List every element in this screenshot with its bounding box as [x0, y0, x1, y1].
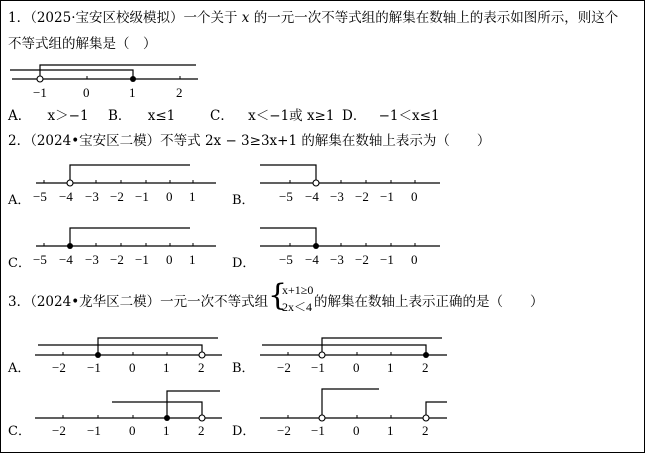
q3-c-tick: 1: [163, 423, 170, 438]
q3-c-tick: −2: [52, 423, 66, 438]
option-label: A．: [8, 108, 32, 124]
q3-system-line1: x+1≥0: [282, 283, 314, 297]
q2-option-b[interactable]: B．: [232, 193, 255, 208]
q3-system-line2: 2x＜4: [282, 300, 313, 314]
q2-b-tick: −1: [380, 189, 394, 204]
q3-option-c[interactable]: C．: [8, 424, 31, 439]
q3-option-d[interactable]: D．: [232, 424, 256, 439]
q2-a-tick: −5: [33, 189, 47, 204]
q3-a-tick: 2: [198, 360, 205, 375]
q3-d-tick: −1: [311, 423, 325, 438]
q3-option-a[interactable]: A．: [8, 361, 31, 376]
q2-b-tick: −3: [330, 189, 344, 204]
q2-c-tick: 0: [166, 252, 173, 267]
q2-d-tick: −3: [330, 252, 344, 267]
q2-b-tick: −2: [355, 189, 369, 204]
q2-d-tick: −1: [380, 252, 394, 267]
q3-option-b[interactable]: B．: [232, 361, 255, 376]
q2-a-tick: 0: [166, 189, 173, 204]
q1-var: x: [241, 10, 250, 26]
q3-b-tick: 2: [422, 360, 429, 375]
q3-c-tick: 2: [198, 423, 205, 438]
q2-b-tick: −5: [279, 189, 293, 204]
q1-tick-label: 0: [83, 85, 90, 100]
q2-a-tick: −4: [59, 189, 73, 204]
q2-a-tick: −2: [110, 189, 124, 204]
option-label: B．: [108, 108, 132, 124]
q2-c-tick: −2: [110, 252, 124, 267]
option-text: x≤1: [147, 108, 176, 124]
q2-d-tick: 0: [411, 252, 418, 267]
q3-line-b: [260, 338, 447, 375]
q2-a-tick: 1: [189, 189, 196, 204]
q2-a-tick: −3: [85, 189, 99, 204]
q2-option-c[interactable]: C．: [8, 256, 31, 271]
q3-c-tick: −1: [87, 423, 101, 438]
q2-b-tick: 0: [411, 189, 418, 204]
q3-stem-prefix: 3．（2024•龙华区二模）一元一次不等式组: [8, 294, 269, 310]
option-text: −1＜x≤1: [378, 108, 440, 124]
q2-option-a[interactable]: A．: [8, 193, 31, 208]
q2-d-tick: −5: [279, 252, 293, 267]
q2-c-tick: −1: [135, 252, 149, 267]
q3-b-tick: 0: [353, 360, 360, 375]
q3-a-tick: −1: [87, 360, 101, 375]
q2-d-tick: −2: [355, 252, 369, 267]
q3-d-tick: 0: [353, 423, 360, 438]
q2-c-tick: −3: [85, 252, 99, 267]
option-text: x＞−1: [47, 108, 89, 124]
q2-a-tick: −1: [135, 189, 149, 204]
q3-b-tick: 1: [387, 360, 394, 375]
q1-stem-line2: 不等式组的解集是（ ）: [8, 36, 157, 52]
q3-d-tick: 2: [422, 423, 429, 438]
q1-tick-label: 1: [129, 85, 136, 100]
q2-c-tick: −4: [59, 252, 73, 267]
q2-d-tick: −4: [305, 252, 319, 267]
q3-b-tick: −2: [277, 360, 291, 375]
q3-a-tick: 0: [129, 360, 136, 375]
q2-b-tick: −4: [305, 189, 319, 204]
q1-tick-label: −1: [33, 85, 47, 100]
q3-a-tick: −2: [52, 360, 66, 375]
q3-system-brace: {: [268, 278, 288, 313]
q3-line-c: [35, 391, 222, 438]
q1-stem-b: 的一元一次不等式组的解集在数轴上的表示如图所示，则这个: [253, 10, 619, 26]
option-label: C．: [210, 108, 234, 124]
q3-a-tick: 1: [163, 360, 170, 375]
option-label: D．: [342, 108, 367, 124]
q2-stem: 2．（2024•宝安区二模）不等式 2x − 3≥3x+1 的解集在数轴上表示为（ ）: [8, 133, 491, 149]
q3-c-tick: 0: [129, 423, 136, 438]
q3-d-tick: 1: [387, 423, 394, 438]
q2-option-d[interactable]: D．: [232, 256, 256, 271]
q3-d-tick: −2: [277, 423, 291, 438]
option-text: x＜−1或 x≥1: [248, 108, 335, 124]
q3-stem-suffix: 的解集在数轴上表示正确的是（ ）: [314, 294, 544, 310]
q2-c-tick: −5: [33, 252, 47, 267]
q3-line-d: [260, 389, 447, 438]
q3-line-a: [35, 338, 222, 375]
q3-b-tick: −1: [311, 360, 325, 375]
q2-c-tick: 1: [189, 252, 196, 267]
q1-tick-label: 2: [176, 85, 183, 100]
q1-stem-a: 1．（2025·宝安区校级模拟）一个关于: [8, 10, 238, 26]
